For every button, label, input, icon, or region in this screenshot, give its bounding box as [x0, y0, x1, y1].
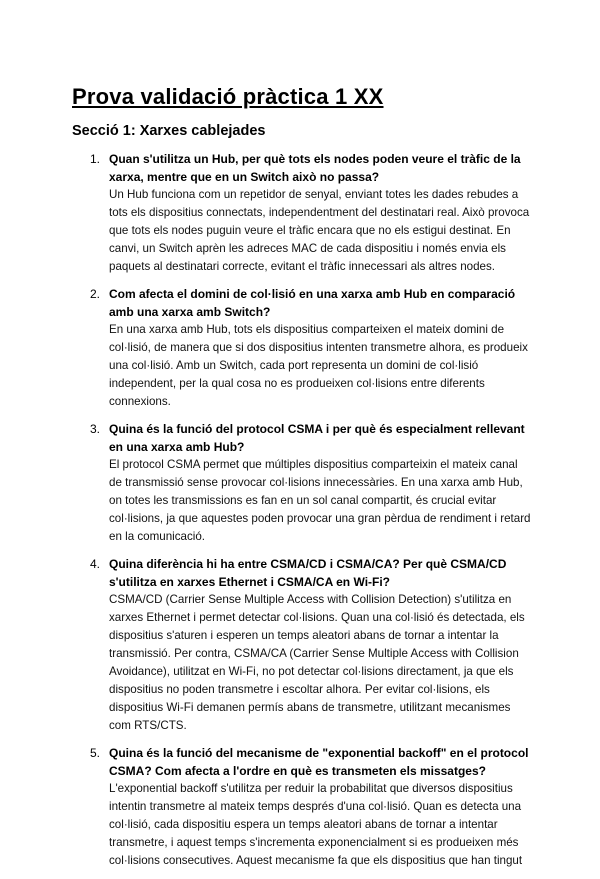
- list-item: [0, 285, 533, 411]
- list-item: [0, 744, 533, 870]
- answer-text: Un Hub funciona com un repetidor de senyal, enviant totes les dades rebudes a tots els dispositius connectats, independentment del destinatari real. Això provoca que tots els nodes puguin veure el tràfic encara que no els estigui destinat. En canvi, un Switch aprèn les adreces MAC de cada dispositiu i només envia els paquets al destinatari correcte, evitant el tràfic innecessari als altres nodes.: [109, 188, 530, 273]
- list-item: [0, 420, 533, 546]
- question-text: Quan s'utilitza un Hub, per què tots els nodes poden veure el tràfic de la xarxa, mentre que en un Switch això no passa?: [109, 152, 521, 184]
- list-item: [0, 150, 533, 276]
- item-number: 3.: [90, 422, 101, 436]
- question-text: Quina diferència hi ha entre CSMA/CD i CSMA/CA? Per què CSMA/CD s'utilitza en xarxes Ethernet i CSMA/CA en Wi-Fi?: [109, 557, 507, 589]
- question-text: Quina és la funció del mecanisme de "exponential backoff" en el protocol CSMA? Com afecta a l'ordre en què es transmeten els missatges?: [109, 746, 529, 778]
- question-text: Com afecta el domini de col·lisió en una xarxa amb Hub en comparació amb una xarxa amb Switch?: [109, 287, 516, 319]
- answer-text: L'exponential backoff s'utilitza per reduir la probabilitat que diversos dispositius intentin transmetre al mateix temps després d'una col·lisió. Quan es detecta una col·lisió, cada dispositiu espera un temps aleatori abans de tornar a intentar transmetre, i aquest temps s'incrementa exponencialment si es produeixen més col·lisions consecutives. Aquest mecanisme fa que els dispositius que han tingut: [109, 782, 523, 867]
- item-number: 2.: [90, 287, 101, 301]
- question-text: Quina és la funció del protocol CSMA i per què és especialment rellevant en una xarxa amb Hub?: [109, 422, 525, 454]
- section-heading: Secció 1: Xarxes cablejades: [72, 123, 266, 139]
- item-number: 1.: [90, 152, 101, 166]
- answer-text: En una xarxa amb Hub, tots els dispositius comparteixen el mateix domini de col·lisió, de manera que si dos dispositius intenten transmetre alhora, es produeix una col·lisió. Amb un Switch, cada port representa un domini de col·lisió independent, per la qual cosa no es produeixen col·lisions entre diferents connexions.: [109, 323, 528, 408]
- answer-text: El protocol CSMA permet que múltiples dispositius comparteixin el mateix canal de transmissió sense provocar col·lisions innecessàries. En una xarxa amb Hub, on totes les transmissions es fan en un sol canal compartit, és crucial evitar col·lisions, ja que aquestes poden provocar una gran pèrdua de rendiment i retard en la comunicació.: [109, 458, 531, 543]
- document-title: Prova validació pràctica 1 XX: [72, 84, 384, 109]
- item-number: 5.: [90, 746, 101, 760]
- item-number: 4.: [90, 557, 101, 571]
- question-list: [0, 150, 600, 879]
- answer-text: CSMA/CD (Carrier Sense Multiple Access with Collision Detection) s'utilitza en xarxes Ethernet i permet detectar col·lisions. Quan una col·lisió és detectada, els dispositius s'aturen i esperen un temps aleatori abans de tornar a intentar la transmissió. Per contra, CSMA/CA (Carrier Sense Multiple Access with Collision Avoidance), utilitzat en Wi-Fi, no pot detectar col·lisions directament, ja que els dispositius no poden transmetre i escoltar alhora. Per evitar col·lisions, els dispositius Wi-Fi demanen permís abans de transmetre, utilitzant mecanismes com RTS/CTS.: [109, 593, 525, 732]
- list-item: [0, 555, 533, 735]
